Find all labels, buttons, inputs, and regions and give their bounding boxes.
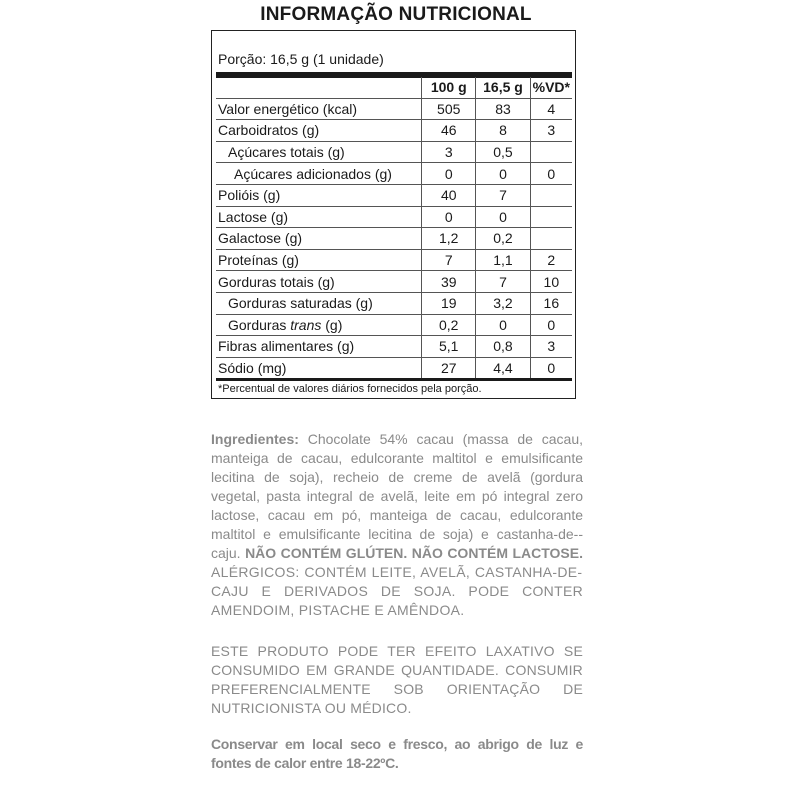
table-row — [216, 292, 572, 314]
value-per-100g: 46 — [422, 120, 476, 142]
nutrient-label: Gorduras saturadas (g) — [216, 292, 422, 314]
allergens-statement: ALÉRGICOS: CONTÉM LEITE, AVELÃ, CASTANHA-DE-CAJU E DERIVADOS DE SOJA. PODE CONTER AMENDOIM, PISTACHE E AMÊNDOA. — [211, 564, 583, 618]
table-row — [216, 163, 572, 185]
table-row — [216, 271, 572, 293]
value-per-100g: 19 — [422, 292, 476, 314]
value-per-100g: 3 — [422, 141, 476, 163]
value-per-100g: 505 — [422, 98, 476, 120]
value-per-100g: 39 — [422, 271, 476, 293]
value-per-portion: 0 — [476, 314, 530, 336]
value-per-100g: 27 — [422, 357, 476, 380]
table-footnote: *Percentual de valores diários fornecidos pela porção. — [218, 383, 482, 395]
value-per-portion: 0,8 — [476, 336, 530, 358]
value-per-portion: 1,1 — [476, 249, 530, 271]
value-per-100g: 1,2 — [422, 228, 476, 250]
value-per-100g: 0 — [422, 206, 476, 228]
gluten-lactose-statement: NÃO CONTÉM GLÚTEN. NÃO CONTÉM LACTOSE. — [245, 545, 583, 561]
value-daily-percent — [530, 184, 572, 206]
value-per-portion: 4,4 — [476, 357, 530, 380]
portion-size: Porção: 16,5 g (1 unidade) — [218, 51, 384, 67]
ingredients-lead: Ingredientes: — [211, 431, 299, 447]
nutrient-label: Gorduras trans (g) — [216, 314, 422, 336]
value-daily-percent: 3 — [530, 336, 572, 358]
nutrient-label: Fibras alimentares (g) — [216, 336, 422, 358]
table-row — [216, 228, 572, 250]
value-per-portion: 0,5 — [476, 141, 530, 163]
value-per-100g: 5,1 — [422, 336, 476, 358]
value-daily-percent: 4 — [530, 98, 572, 120]
value-daily-percent: 0 — [530, 357, 572, 380]
nutrient-label-italic: trans — [290, 316, 322, 333]
nutrition-table-box — [211, 30, 576, 399]
value-per-portion: 7 — [476, 184, 530, 206]
header-per-portion: 16,5 g — [476, 77, 530, 98]
table-row — [216, 98, 572, 120]
nutrient-label: Galactose (g) — [216, 228, 422, 250]
value-daily-percent: 3 — [530, 120, 572, 142]
value-per-portion: 8 — [476, 120, 530, 142]
page-title: INFORMAÇÃO NUTRICIONAL — [260, 4, 532, 25]
nutrient-label: Açúcares adicionados (g) — [216, 163, 422, 185]
value-per-portion: 0 — [476, 163, 530, 185]
value-per-100g: 40 — [422, 184, 476, 206]
storage-instructions: Conservar em local seco e fresco, ao abrigo de luz e fontes de calor entre 18-22ºC. — [211, 736, 583, 771]
table-row — [216, 120, 572, 142]
table-row — [216, 357, 572, 380]
value-daily-percent: 2 — [530, 249, 572, 271]
table-row — [216, 141, 572, 163]
laxative-warning: ESTE PRODUTO PODE TER EFEITO LAXATIVO SE CONSUMIDO EM GRANDE QUANTIDADE. CONSUMIR PREFERENCIALMENTE SOB ORIENTAÇÃO DE NUTRICIONISTA OU MÉDICO. — [211, 643, 583, 716]
table-row — [216, 249, 572, 271]
value-daily-percent: 0 — [530, 314, 572, 336]
table-row — [216, 336, 572, 358]
value-daily-percent — [530, 141, 572, 163]
table-row — [216, 184, 572, 206]
nutrient-label: Lactose (g) — [216, 206, 422, 228]
table-row — [216, 206, 572, 228]
header-daily-value: %VD* — [530, 77, 572, 98]
nutrient-label: Sódio (mg) — [216, 357, 422, 380]
table-header-row — [216, 77, 572, 98]
ingredients-body: Chocolate 54% cacau (massa de cacau, manteiga de cacau, edulcorante maltitol e emulsificante lecitina de soja), recheio de creme de avelã (gordura vegetal, pasta integral de avelã, leite em pó integral zero lactose, cacau em pó, manteiga de cacau, edulcorante maltitol e emulsificante lecitina de soja) e castanha-de--caju. — [211, 431, 583, 561]
table-row — [216, 314, 572, 336]
value-per-100g: 7 — [422, 249, 476, 271]
nutrient-label: Valor energético (kcal) — [216, 98, 422, 120]
value-daily-percent — [530, 206, 572, 228]
nutrient-label: Carboidratos (g) — [216, 120, 422, 142]
nutrient-label: Polióis (g) — [216, 184, 422, 206]
value-per-100g: 0,2 — [422, 314, 476, 336]
value-per-portion: 7 — [476, 271, 530, 293]
header-per-100g: 100 g — [422, 77, 476, 98]
header-nutrient — [216, 77, 422, 98]
value-per-portion: 83 — [476, 98, 530, 120]
value-per-portion: 0,2 — [476, 228, 530, 250]
value-daily-percent: 16 — [530, 292, 572, 314]
value-per-100g: 0 — [422, 163, 476, 185]
ingredients-paragraph — [211, 430, 583, 620]
nutrient-label: Proteínas (g) — [216, 249, 422, 271]
value-daily-percent — [530, 228, 572, 250]
nutrient-label: Açúcares totais (g) — [216, 141, 422, 163]
value-per-portion: 0 — [476, 206, 530, 228]
value-daily-percent: 10 — [530, 271, 572, 293]
nutrition-table — [216, 77, 572, 381]
value-per-portion: 3,2 — [476, 292, 530, 314]
nutrient-label: Gorduras totais (g) — [216, 271, 422, 293]
value-daily-percent: 0 — [530, 163, 572, 185]
